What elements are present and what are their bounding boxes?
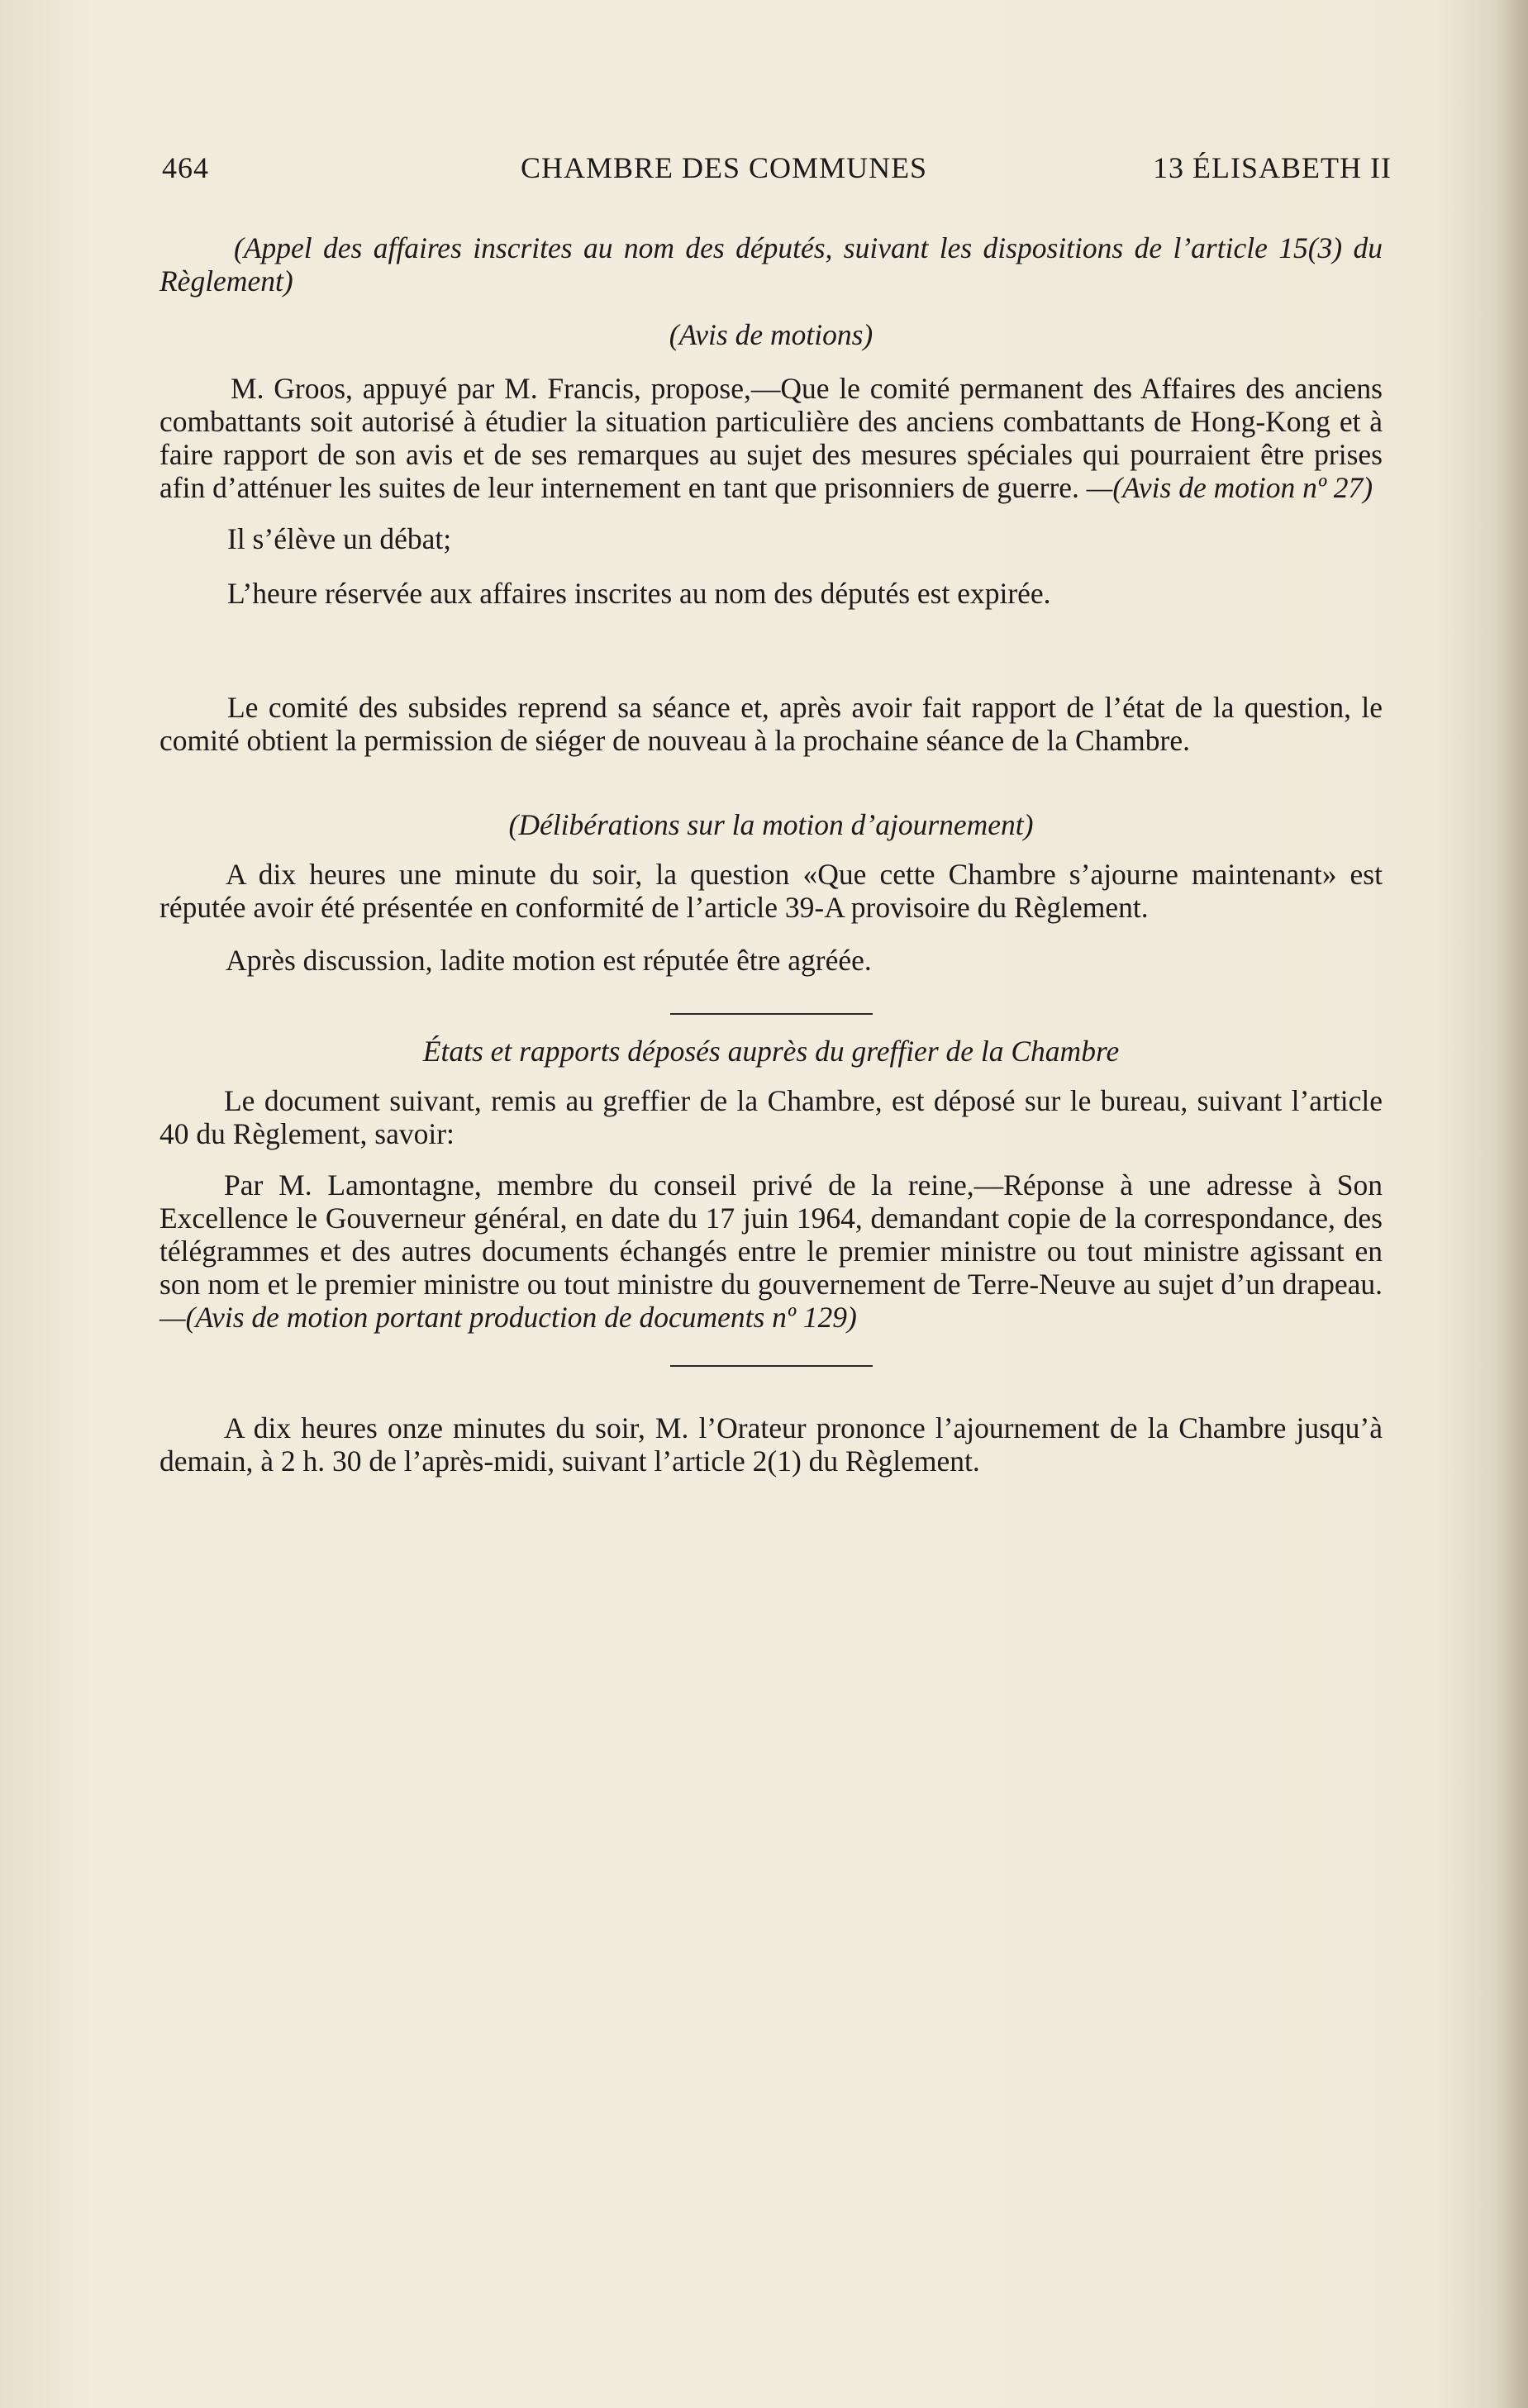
running-header (162, 150, 1392, 192)
return-reference: —(Avis de motion portant production de documents nº 129) (159, 1301, 857, 1334)
return-paragraph (159, 1168, 1383, 1334)
header-title: CHAMBRE DES COMMUNES (521, 151, 928, 184)
motion-text: M. Groos, appuyé par M. Francis, propose,—Que le comité permanent des Affaires des anciens combattants soit autorisé à étudier la situation particulière des anciens combattants de Hong-Kong et à faire rapport de son avis et de ses remarques au sujet des mesures spéciales qui pourraient être prises afin d’atténuer les suites de leur internement en tant que prisonniers de guerre. (159, 372, 1383, 504)
return-text: Par M. Lamontagne, membre du conseil privé de la reine,—Réponse à une adresse à Son Excellence le Gouverneur général, en date du 17 juin 1964, demandant copie de la correspondance, des télégrammes et des autres documents échangés entre le premier ministre ou tout ministre agissant en son nom et le premier ministre ou tout ministre du gouvernement de Terre-Neuve au sujet d’un drapeau. (159, 1168, 1383, 1301)
adjournment-heading: (Délibérations sur la motion d’ajournement) (508, 808, 1034, 841)
closing-paragraph: A dix heures onze minutes du soir, M. l’Orateur prononce l’ajournement de la Chambre jusqu’à demain, à 2 h. 30 de l’après-midi, suivant l’article 2(1) du Règlement. (159, 1411, 1383, 1478)
page-number: 464 (162, 151, 209, 184)
motion-reference: —(Avis de motion nº 27) (1086, 471, 1373, 504)
returns-heading: États et rapports déposés auprès du greffier de la Chambre (422, 1035, 1120, 1068)
section-divider-bottom (670, 1365, 873, 1367)
journal-body (159, 231, 1383, 1478)
motion-paragraph (159, 372, 1383, 504)
hour-expired-line: L’heure réservée aux affaires inscrites au nom des députés est expirée. (227, 577, 1051, 610)
debate-line: Il s’élève un débat; (227, 522, 452, 555)
supply-committee-paragraph: Le comité des subsides reprend sa séance et, après avoir fait rapport de l’état de la question, le comité obtient la permission de siéger de nouveau à la prochaine séance de la Chambre. (159, 691, 1383, 757)
adjournment-agreed-line: Après discussion, ladite motion est réputée être agréée. (226, 944, 872, 977)
section-divider-top (670, 1013, 873, 1015)
notices-heading: (Avis de motions) (669, 318, 873, 351)
regnal-year: 13 ÉLISABETH II (1153, 151, 1392, 184)
call-heading: (Appel des affaires inscrites au nom des députés, suivant les dispositions de l’article 15(3) du Règlement) (159, 231, 1383, 297)
adjournment-paragraph: A dix heures une minute du soir, la question «Que cette Chambre s’ajourne maintenant» est réputée avoir été présentée en conformité de l’article 39-A provisoire du Règlement. (159, 858, 1383, 924)
page-edge-shadow (1495, 0, 1528, 2408)
returns-intro-paragraph: Le document suivant, remis au greffier de la Chambre, est déposé sur le bureau, suivant l’article 40 du Règlement, savoir: (159, 1084, 1383, 1150)
